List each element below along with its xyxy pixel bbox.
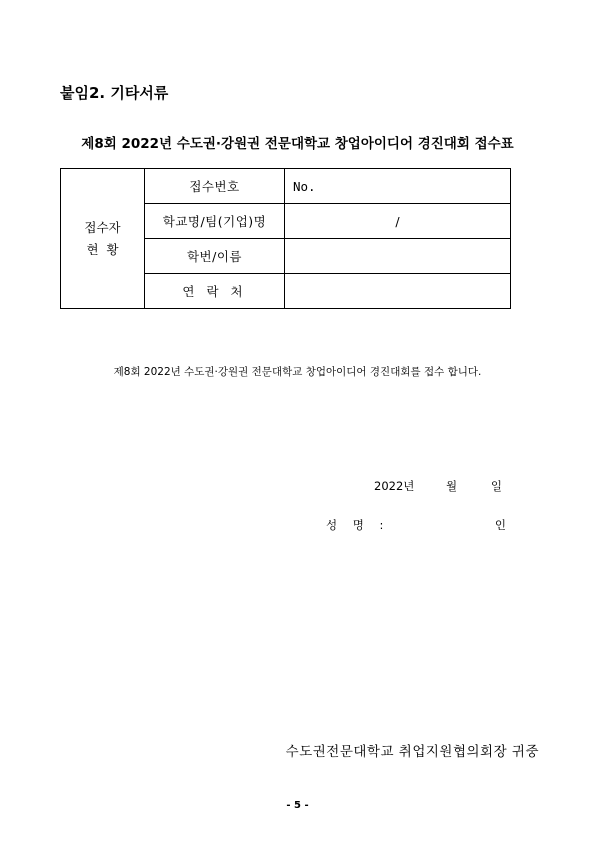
page-number: - 5 - bbox=[286, 800, 309, 811]
receipt-number-field[interactable]: No. bbox=[285, 169, 511, 204]
group-label-line1: 접수자 bbox=[84, 219, 121, 235]
contact-label: 연 락 처 bbox=[145, 274, 285, 309]
contact-field[interactable] bbox=[285, 274, 511, 309]
table-row bbox=[61, 169, 511, 204]
registration-table bbox=[60, 168, 511, 309]
date-month: 월 bbox=[446, 479, 458, 493]
group-label-line2: 현 황 bbox=[86, 241, 119, 257]
date-year: 2022년 bbox=[374, 479, 415, 493]
footer-organization: 수도권전문대학교 취업지원협의회장 귀중 bbox=[285, 744, 539, 760]
seal-mark: 인 bbox=[494, 518, 506, 532]
signature-label: 성 명 : bbox=[326, 518, 390, 532]
registration-statement: 제8회 2022년 수도권·강원권 전문대학교 창업아이디어 경진대회를 접수 합니다. bbox=[113, 366, 482, 378]
school-team-field[interactable]: / bbox=[285, 204, 511, 239]
form-title: 제8회 2022년 수도권·강원권 전문대학교 창업아이디어 경진대회 접수표 bbox=[81, 136, 514, 152]
attachment-title: 붙임2. 기타서류 bbox=[60, 84, 169, 102]
receipt-number-label: 접수번호 bbox=[145, 169, 285, 204]
date-day: 일 bbox=[490, 479, 502, 493]
school-team-label: 학교명/팀(기업)명 bbox=[145, 204, 285, 239]
signature-line bbox=[326, 517, 506, 533]
student-id-name-field[interactable] bbox=[285, 239, 511, 274]
date-line bbox=[374, 478, 502, 494]
student-id-name-label: 학번/이름 bbox=[145, 239, 285, 274]
applicant-status-cell bbox=[61, 169, 145, 309]
